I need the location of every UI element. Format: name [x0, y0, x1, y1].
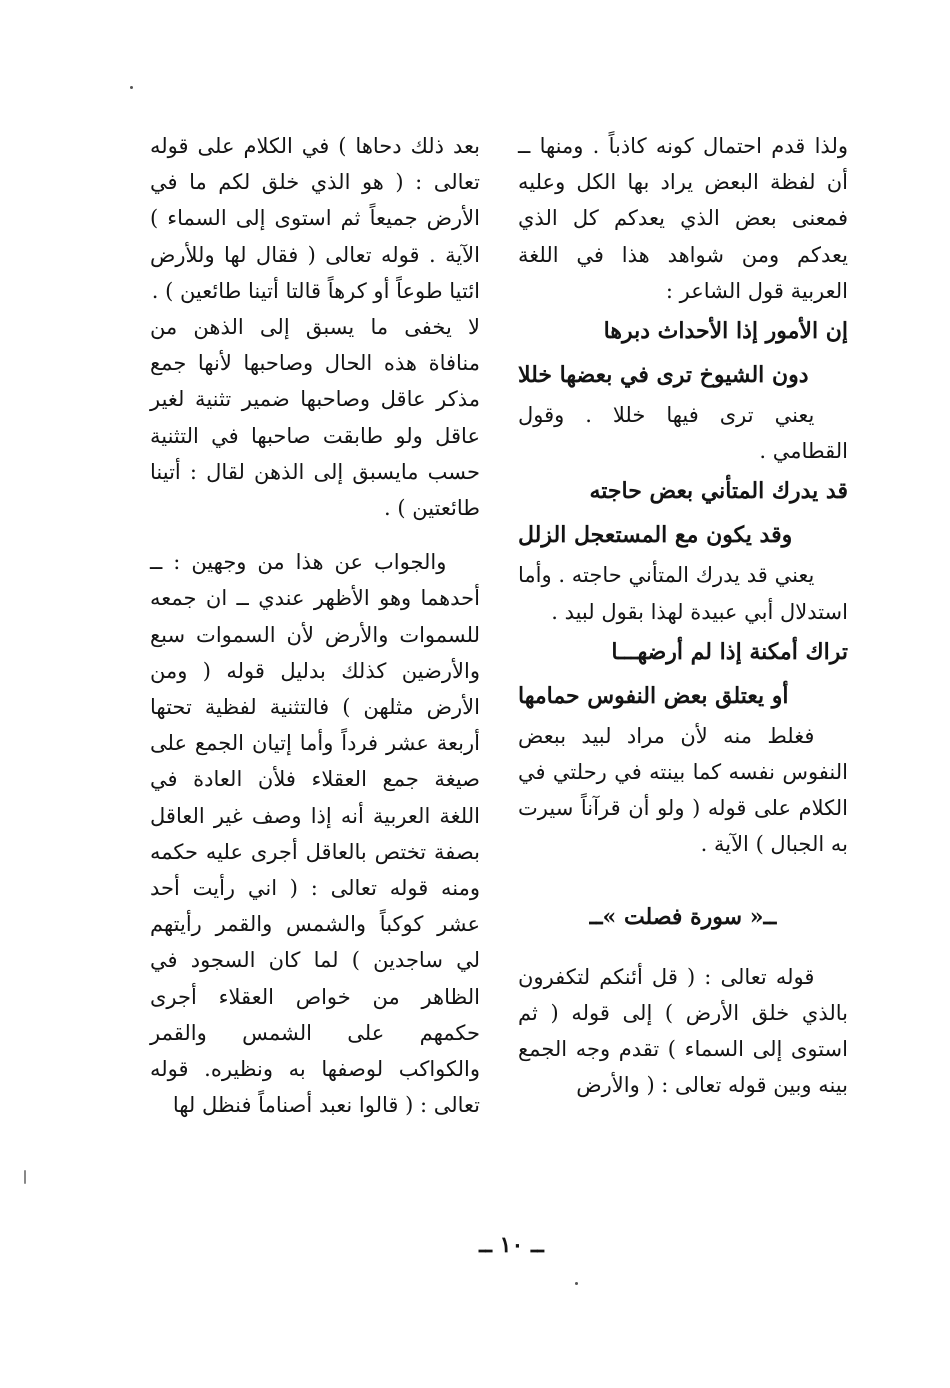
verse-line: أو يعتلق بعض النفوس حمامها: [518, 682, 789, 709]
paragraph: قوله تعالى : ( قل أئنكم لتكفرون بالذي خلق الأرض ) إلى قوله ( ثم استوى إلى السماء ) تقدم وجه الجمع بينه وبين قوله تعالى : ( والأرض: [518, 964, 848, 1098]
paragraph: يعني قد يدرك المتأني حاجته . وأما استدلال أبي عبيدة لهذا بقول لبيد .: [518, 563, 848, 624]
verse-line: وقد يكون مع المستعجل الزلل: [518, 522, 793, 549]
paragraph: بعد ذلك دحاها ) في الكلام على قوله تعالى : ( هو الذي خلق لكم ما في الأرض جميعاً ثم استوى إلى السماء ) الآية . قوله تعالى ( فقال لها وللأرض ائتيا طوعاً أو كرهاً قالتا أتينا طائعين ) .: [150, 134, 480, 303]
verse-line: دون الشيوخ ترى في بعضها خللا: [518, 362, 809, 389]
section-heading: ــ« سورة فصلت »ــ: [589, 903, 777, 930]
page-number: ــ ١٠ ــ: [479, 1232, 544, 1258]
paragraph: والجواب عن هذا من وجهين : ــ أحدهما وهو الأظهر عندي ــ ان جمعه للسموات والأرض لأن السموات سبع والأرضين كذلك بدليل قوله ( ومن الأرض مثلهن ) فالتثنية لفظية تحتها أربعة عشر فرداً وأما إتيان الجمع على صيغة جمع العقلاء فلأن العادة في اللغة العربية أنه إذا وصف غير العاقل بصفة تختص بالعاقل أجرى عليه حكمه ومنه قوله تعالى : ( اني رأيت أحد عشر كوكباً والشمس والقمر رأيتهم لي ساجدين ) لما كان السجود في الظاهر من خواص العقلاء أجرى حكمهم على الشمس والقمر والكواكب لوصفها به ونظيره. قوله تعالى : ( قالوا نعبد أصناماً فنظل لها: [150, 550, 480, 1118]
paragraph: لا يخفى ما يسبق إلى الذهن من منافاة هذه الحال وصاحبها لأنها جمع مذكر عاقل وصاحبها ضمير تثنية لغير عاقل ولو طابقت صاحبها في التثنية حسب مايسبق إلى الذهن لقال : أتينا طائعتين ) .: [150, 315, 480, 521]
paragraph: فغلط منه لأن مراد لبيد ببعض النفوس نفسه كما بينته في رحلتي في الكلام على قوله ( ولو أن قرآناً سيرت به الجبال ) الآية .: [518, 723, 848, 857]
left-column: [150, 128, 480, 1123]
print-speck: [575, 1282, 578, 1285]
print-speck: [130, 86, 133, 89]
verse-line: تراك أمكنة إذا لم أرضهـــا: [611, 638, 848, 665]
right-column: [518, 128, 848, 1104]
paragraph: يعني ترى فيها خللا . وقول القطامي .: [518, 403, 848, 464]
verse-line: قد يدرك المتأني بعض حاجته: [589, 478, 848, 505]
print-speck: [24, 1170, 26, 1184]
paragraph: ولذا قدم احتمال كونه كاذباً . ومنها ــ أن لفظة البعض يراد بها الكل وعليه فمعنى بعض الذي يعدكم كل الذي يعدكم ومن شواهد هذا في اللغة العربية قول الشاعر :: [518, 134, 848, 303]
verse-line: إن الأمور إذا الأحداث دبرها: [603, 318, 848, 345]
